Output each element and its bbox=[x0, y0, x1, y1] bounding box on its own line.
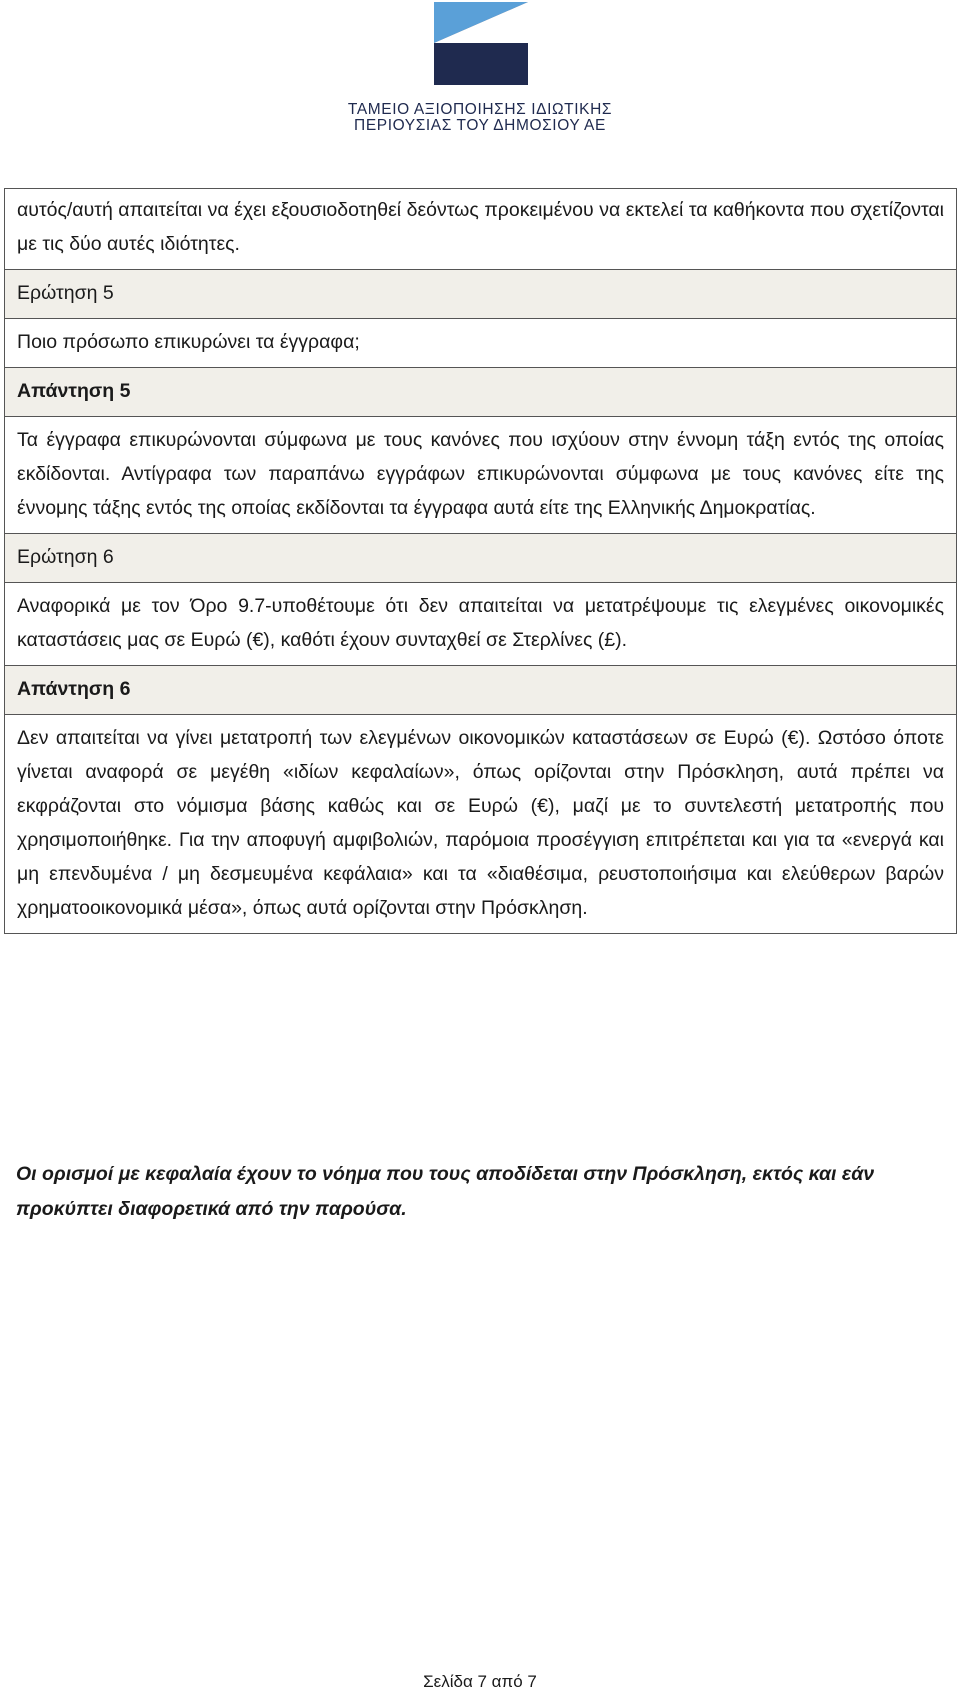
continuation-text: αυτός/αυτή απαιτείται να έχει εξουσιοδοτηθεί δεόντως προκειμένου να εκτελεί τα καθήκοντα που σχετίζονται με τις δύο αυτές ιδιότητες. bbox=[17, 199, 944, 255]
org-name-line-2: ΠΕΡΙΟΥΣΙΑΣ ΤΟΥ ΔΗΜΟΣΙΟΥ ΑΕ bbox=[354, 117, 606, 134]
question-6-label: Ερώτηση 6 bbox=[17, 546, 114, 568]
question-5-text-cell bbox=[5, 318, 956, 367]
question-6-text: Αναφορικά με τον Όρο 9.7-υποθέτουμε ότι δεν απαιτείται να μετατρέψουμε τις ελεγμένες οικονομικές καταστάσεις μας σε Ευρώ (€), καθότι έχουν συνταχθεί σε Στερλίνες (£). bbox=[17, 595, 944, 651]
answer-6-text: Δεν απαιτείται να γίνει μετατροπή των ελεγμένων οικονομικών καταστάσεων σε Ευρώ (€). Ωστόσο όποτε γίνεται αναφορά σε μεγέθη «ιδίων κεφαλαίων», όπως ορίζονται στην Πρόσκληση, αυτά πρέπει να εκφράζονται στο νόμισμα βάσης καθώς και σε Ευρώ (€), μαζί με το συντελεστή μετατροπής που χρησιμοποιήθηκε. Για την αποφυγή αμφιβολιών, παρόμοια προσέγγιση επιτρέπεται και για τα «ενεργά και μη επενδυμένα / μη δεσμευμένα κεφάλαια» και τα «διαθέσιμα, ρευστοποιήσιμα και ελεύθερων βαρών χρηματοοικονομικά μέσα», όπως αυτά ορίζονται στην Πρόσκληση. bbox=[17, 727, 944, 919]
org-name-line-1: ΤΑΜΕΙΟ ΑΞΙΟΠΟΙΗΣΗΣ ΙΔΙΩΤΙΚΗΣ bbox=[347, 101, 613, 118]
page-number: Σελίδα 7 από 7 bbox=[423, 1672, 537, 1691]
question-5-label: Ερώτηση 5 bbox=[17, 282, 114, 304]
answer-5-label: Απάντηση 5 bbox=[17, 380, 131, 402]
qa-table bbox=[4, 188, 957, 934]
question-5-text: Ποιο πρόσωπο επικυρώνει τα έγγραφα; bbox=[17, 331, 360, 353]
question-5-label-cell bbox=[5, 269, 956, 318]
definitions-note: Οι ορισμοί με κεφαλαία έχουν το νόημα που τους αποδίδεται στην Πρόσκληση, εκτός και εάν προκύπτει διαφορετικά από την παρούσα. bbox=[16, 1163, 875, 1220]
answer-6-label: Απάντηση 6 bbox=[17, 678, 131, 700]
question-6-label-cell bbox=[5, 533, 956, 582]
answer-6-text-cell bbox=[5, 714, 956, 933]
answer-5-text-cell bbox=[5, 416, 956, 533]
page-header bbox=[0, 0, 960, 140]
continuation-cell bbox=[5, 189, 956, 269]
answer-6-label-cell bbox=[5, 665, 956, 714]
answer-5-text: Τα έγγραφα επικυρώνονται σύμφωνα με τους κανόνες που ισχύουν στην έννομη τάξη εντός της οποίας εκδίδονται. Αντίγραφα των παραπάνω εγγράφων επικυρώνονται σύμφωνα με τους κανόνες είτε της έννομης τάξης εντός της οποίας εκδίδονται τα έγγραφα αυτά είτε της Ελληνικής Δημοκρατίας. bbox=[17, 429, 944, 519]
organization-logo-icon bbox=[434, 2, 528, 85]
answer-5-label-cell bbox=[5, 367, 956, 416]
question-6-text-cell bbox=[5, 582, 956, 665]
